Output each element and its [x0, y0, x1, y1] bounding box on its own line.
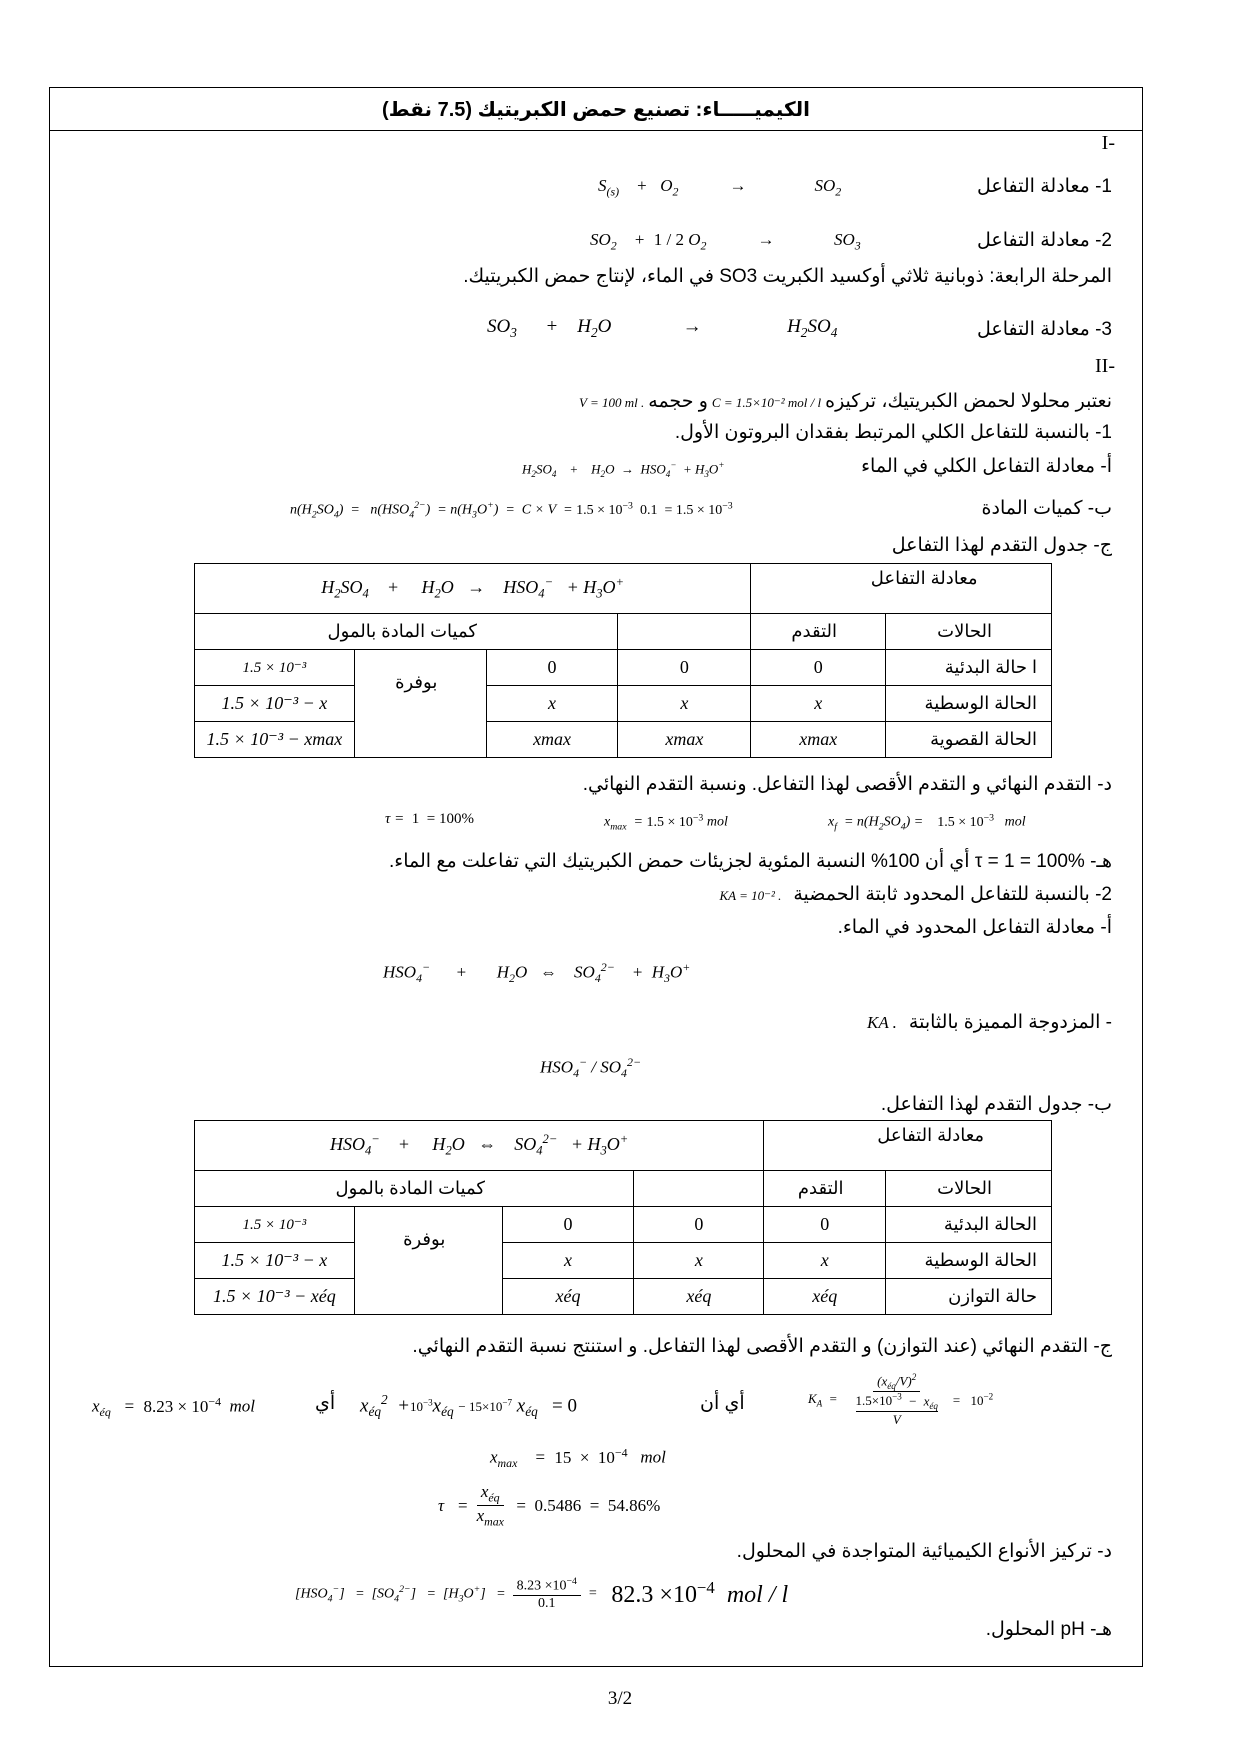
table2-r1-progress: 0	[764, 1207, 886, 1243]
q1d-xmax: $x_{max} = 1.5 \times 10^{-3}$ mol	[604, 812, 728, 833]
eq1-formula: $S_{(s)}$ + $O_2$ → $SO_2$	[598, 176, 842, 199]
q2a-equation: $HSO_4^-$ + $H_2O$ ⇔ $SO_4^{2-}$ + $H_3O^+$	[383, 960, 691, 986]
table1-states-header: الحالات	[886, 614, 1052, 650]
q2c-ai: أي	[315, 1393, 336, 1414]
table2-eq-header: معادلة التفاعل	[764, 1121, 1052, 1171]
part2-intro: نعتبر محلولا لحمض الكبريتيك، تركيزه C = 1.5×10⁻² mol / l و حجمه V = 100 ml .	[579, 391, 1112, 412]
table1-eq-header: معادلة التفاعل	[751, 564, 1052, 614]
q2-heading: 2- بالنسبة للتفاعل المحدود ثابتة الحمضية KA = 10⁻² .	[719, 884, 1112, 905]
table2-r1-c3: 0	[502, 1207, 634, 1243]
eq3-formula: $SO_3$ + $H_2O$ → $H_2SO_4$	[487, 316, 838, 340]
table2-excess: بوفرة	[354, 1207, 502, 1315]
q2c-label: ج- التقدم النهائي (عند التوازن) و التقدم الأقصى لهذا التفاعل. و استنتج نسبة التقدم النهائي.	[412, 1336, 1112, 1357]
table1-r3-c1: 1.5 × 10⁻³ − xmax	[195, 722, 355, 758]
table1-r2-c1: 1.5 × 10⁻³ − x	[195, 686, 355, 722]
exercise-title: الكيميـــــاء: تصنيع حمض الكبريتيك (7.5 نقط)	[49, 87, 1143, 131]
table2-r2-c4: x	[634, 1243, 764, 1279]
table2-r2-state: الحالة الوسطية	[886, 1243, 1052, 1279]
table2-r1-c4: 0	[634, 1207, 764, 1243]
q2c-xeq: $x_{éq} = 8.23 \times 10^{-4}$ mol	[92, 1394, 256, 1420]
q2c-xmax: $x_{max}$ = $15 \times 10^{-4}$ mol	[490, 1445, 666, 1471]
table2-r2-c3: x	[502, 1243, 634, 1279]
q1d-tau: τ = 1 = 100%	[385, 811, 474, 827]
part1-label: -I	[1101, 132, 1115, 154]
table2-r3-c3: xéq	[502, 1279, 634, 1315]
table2-r3-c4: xéq	[634, 1279, 764, 1315]
q2d-concentrations: $[HSO_4^-] = [SO_4^{2-}] = [H_3O^+]$ = $\frac{8.23 \times 10^{-4}}{0.1}$ = $82.3 \times 10^{-4}$ mol / l	[295, 1576, 789, 1611]
table1-r3-progress: xmax	[751, 722, 886, 758]
table1-r3-c3: xmax	[486, 722, 618, 758]
q1d-xf: $x_f = n(H_2SO_4)$ = $1.5 \times 10^{-3}$ mol	[828, 812, 1026, 833]
q2-couple: $HSO_4^- / SO_4^{2-}$	[540, 1055, 641, 1081]
table1-r1-c3: 0	[486, 650, 618, 686]
q1c-label: ج- جدول التقدم لهذا التفاعل	[891, 535, 1112, 556]
table1-equation: $H_2SO_4$ + $H_2O$ → $HSO_4^- + H_3O^+$	[195, 564, 751, 614]
part2-label: -II	[1095, 355, 1115, 377]
stage4-text: المرحلة الرابعة: ذوبانية ثلاثي أوكسيد الكبريت SO3 في الماء، لإنتاج حمض الكبريتيك.	[463, 266, 1112, 287]
table1-r2-c4: x	[618, 686, 751, 722]
q2a-label: أ- معادلة التفاعل المحدود في الماء.	[837, 917, 1112, 938]
progress-table-1	[194, 563, 1052, 758]
q1b-equation: $n(H_2SO_4) = n(HSO_4^{2-}) = n(H_3O^+) = C \times V = 1.5 \times 10^{-3}$ $0.1 = 1.5 \times 10^{-3}$	[290, 500, 733, 521]
q1b-label: ب- كميات المادة	[981, 498, 1112, 519]
table1-progress-header: التقدم	[751, 614, 886, 650]
table1-quantities-header: كميات المادة بالمول	[195, 614, 618, 650]
table1-r1-c4: 0	[618, 650, 751, 686]
table1-r1-c1: 1.5 × 10⁻³	[195, 650, 355, 686]
table1-r3-state: الحالة القصوية	[886, 722, 1052, 758]
table2-r1-c1: 1.5 × 10⁻³	[195, 1207, 355, 1243]
q2e-label: هـ- pH المحلول.	[985, 1619, 1112, 1640]
q2b-label: ب- جدول التقدم لهذا التفاعل.	[880, 1094, 1112, 1115]
table2-quantities-header: كميات المادة بالمول	[195, 1171, 634, 1207]
q2c-tau: τ = $\frac{x_{éq}}{x_{max}}$ = 0.5486 = 54.86%	[438, 1482, 661, 1529]
progress-table-2	[194, 1120, 1052, 1315]
table1-r2-progress: x	[751, 686, 886, 722]
eq3-label: 3- معادلة التفاعل	[977, 319, 1112, 340]
q2c-quadratic: $x_{éq}^2 +10^{-3}x_{éq} - 15\times 10^{-7}$ $x_{éq}$ = 0	[360, 1392, 577, 1420]
eq2-label: 2- معادلة التفاعل	[977, 230, 1112, 251]
table1-excess: بوفرة	[354, 650, 486, 758]
eq2-formula: $SO_2$ + 1 / 2 $O_2$ → $SO_3$	[590, 230, 861, 253]
table1-r2-c3: x	[486, 686, 618, 722]
q1a-equation: $H_2SO_4$ + $H_2O \to HSO_4^- + H_3O^+$	[522, 460, 725, 479]
table1-r1-progress: 0	[751, 650, 886, 686]
table1-r3-c4: xmax	[618, 722, 751, 758]
q2-couple-line: - المزدوجة المميزة بالثابتة KA .	[867, 1012, 1112, 1033]
q1a-label: أ- معادلة التفاعل الكلي في الماء	[861, 456, 1112, 477]
eq1-label: 1- معادلة التفاعل	[977, 176, 1112, 197]
table2-states-header: الحالات	[886, 1171, 1052, 1207]
table2-r3-progress: xéq	[764, 1279, 886, 1315]
page-number: 3/2	[607, 1688, 633, 1709]
table1-r1-state: ا حالة البدئية	[886, 650, 1052, 686]
q2d-label: د- تركيز الأنواع الكيميائية المتواجدة في المحلول.	[736, 1541, 1112, 1562]
table2-progress-header: التقدم	[764, 1171, 886, 1207]
table1-r2-state: الحالة الوسطية	[886, 686, 1052, 722]
q2c-ai-an: أي أن	[700, 1393, 745, 1414]
table2-r1-state: الحالة البدئية	[886, 1207, 1052, 1243]
table2-equation: $HSO_4^-$ + $H_2O$ ⇔ $SO_4^{2-} + H_3O^+$	[195, 1121, 764, 1171]
q1-heading: 1- بالنسبة للتفاعل الكلي المرتبط بفقدان البروتون الأول.	[674, 422, 1112, 443]
table2-r2-progress: x	[764, 1243, 886, 1279]
q1d-label: د- التقدم النهائي و التقدم الأقصى لهذا التفاعل. ونسبة التقدم النهائي.	[582, 774, 1112, 795]
table2-r3-c1: 1.5 × 10⁻³ − xéq	[195, 1279, 355, 1315]
table2-r3-state: حالة التوازن	[886, 1279, 1052, 1315]
q1e-text: هـ- τ = 1 = 100% أي أن 100% النسبة المئوية لجزيئات حمض الكبريتيك التي تفاعلت مع الماء.	[389, 851, 1112, 872]
q2c-ka-expression: $K_A$ = $(x_{éq}/V)^2$ $1.5\times 10^{-3} - x_{éq}$ V = $10^{-2}$	[808, 1372, 994, 1427]
table2-r2-c1: 1.5 × 10⁻³ − x	[195, 1243, 355, 1279]
